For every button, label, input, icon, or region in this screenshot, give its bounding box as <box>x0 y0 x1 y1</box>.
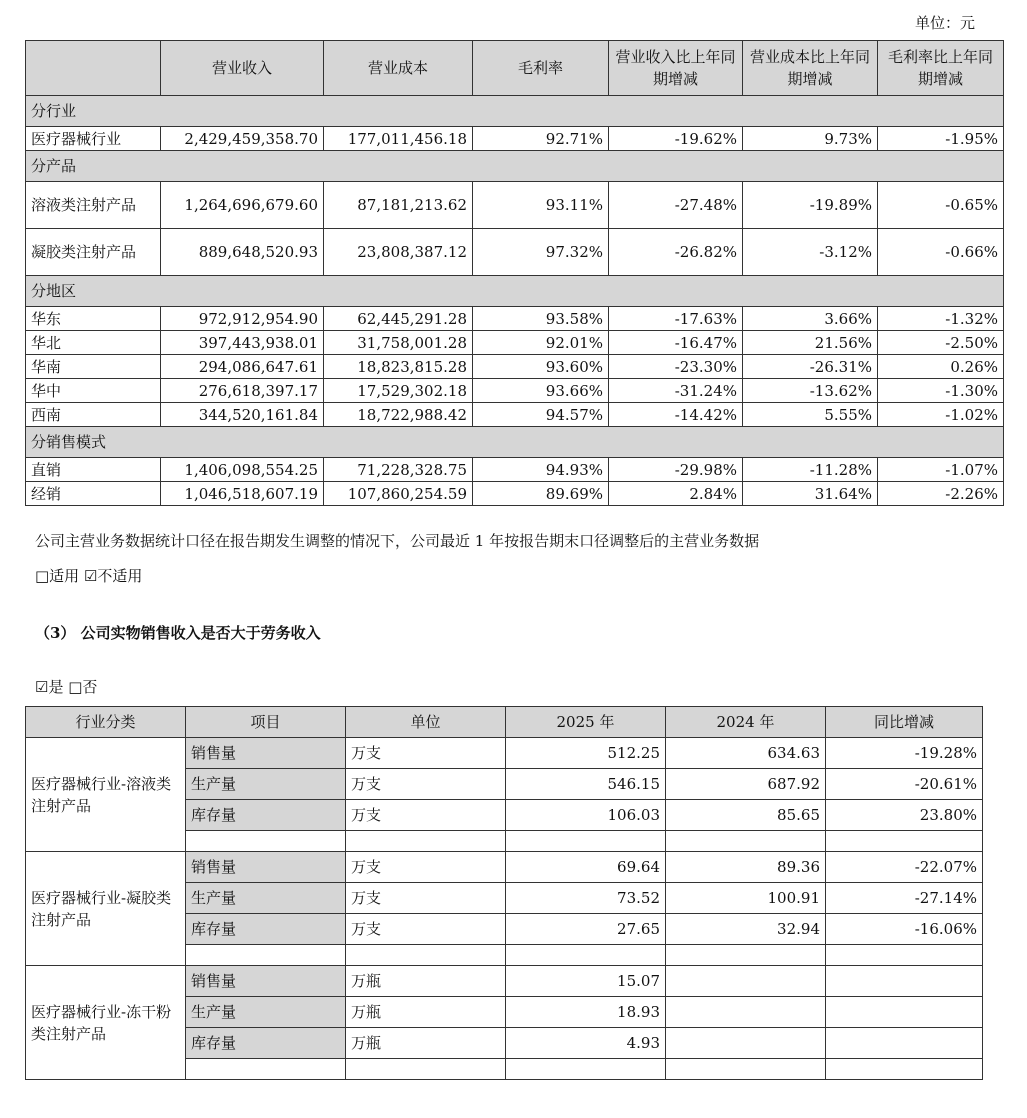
section-row <box>26 96 1004 127</box>
table-cell: -19.89% <box>743 182 878 229</box>
table-cell: -3.12% <box>743 229 878 276</box>
section-title: 分销售模式 <box>26 427 1004 458</box>
row-label: 西南 <box>26 403 161 427</box>
table-cell: -26.82% <box>609 229 743 276</box>
empty-cell <box>826 1059 983 1080</box>
row-label: 直销 <box>26 458 161 482</box>
empty-cell <box>666 831 826 852</box>
table-cell: 4.93 <box>506 1028 666 1059</box>
empty-cell <box>346 945 506 966</box>
table-cell: -31.24% <box>609 379 743 403</box>
column-header: 2024 年 <box>666 707 826 738</box>
table-cell: 31.64% <box>743 482 878 506</box>
table-cell: 23,808,387.12 <box>324 229 473 276</box>
table-cell: -27.48% <box>609 182 743 229</box>
empty-cell <box>186 1059 346 1080</box>
table-cell: 万支 <box>346 914 506 945</box>
table-row <box>26 127 1004 151</box>
empty-cell <box>186 831 346 852</box>
column-header: 营业成本比上年同期增减 <box>743 41 878 96</box>
table-cell: 97.32% <box>473 229 609 276</box>
main-business-table <box>25 40 1004 506</box>
item-cell: 生产量 <box>186 997 346 1028</box>
table-cell: -19.62% <box>609 127 743 151</box>
option-yes: ☑是 <box>35 678 64 696</box>
table-cell: 9.73% <box>743 127 878 151</box>
table-cell: 276,618,397.17 <box>161 379 324 403</box>
column-header: 毛利率 <box>473 41 609 96</box>
table-cell: -1.30% <box>878 379 1004 403</box>
table-cell: 万瓶 <box>346 997 506 1028</box>
table-cell <box>826 966 983 997</box>
table-cell: 3.66% <box>743 307 878 331</box>
category-cell: 医疗器械行业-冻干粉类注射产品 <box>26 966 186 1080</box>
option-no: □否 <box>68 678 98 696</box>
table-row <box>26 966 983 997</box>
table-cell: 92.71% <box>473 127 609 151</box>
table-cell: 107,860,254.59 <box>324 482 473 506</box>
empty-cell <box>666 1059 826 1080</box>
item-cell: 销售量 <box>186 966 346 997</box>
column-header: 营业收入 <box>161 41 324 96</box>
item-cell: 生产量 <box>186 769 346 800</box>
table-cell: 73.52 <box>506 883 666 914</box>
empty-cell <box>826 945 983 966</box>
table-cell: -16.06% <box>826 914 983 945</box>
table-cell: -20.61% <box>826 769 983 800</box>
note-adjusted-data: 公司主营业务数据统计口径在报告期发生调整的情况下，公司最近 1 年按报告期末口径调整后的主营业务数据 <box>35 532 760 550</box>
table-cell <box>666 997 826 1028</box>
table-row <box>26 331 1004 355</box>
table-cell: 93.58% <box>473 307 609 331</box>
table-row <box>26 458 1004 482</box>
table-cell <box>826 1028 983 1059</box>
empty-cell <box>506 1059 666 1080</box>
table-cell: 177,011,456.18 <box>324 127 473 151</box>
row-label: 经销 <box>26 482 161 506</box>
table-cell: 23.80% <box>826 800 983 831</box>
table-cell: 32.94 <box>666 914 826 945</box>
table-cell: -1.02% <box>878 403 1004 427</box>
table-cell: 92.01% <box>473 331 609 355</box>
item-cell: 库存量 <box>186 800 346 831</box>
table-cell <box>666 1028 826 1059</box>
table-row <box>26 738 983 769</box>
table-cell: 2,429,459,358.70 <box>161 127 324 151</box>
table-cell: -29.98% <box>609 458 743 482</box>
table-cell: -22.07% <box>826 852 983 883</box>
table-cell: 万瓶 <box>346 966 506 997</box>
item-cell: 销售量 <box>186 852 346 883</box>
row-label: 华东 <box>26 307 161 331</box>
item-cell: 库存量 <box>186 1028 346 1059</box>
row-label: 医疗器械行业 <box>26 127 161 151</box>
table-cell: -27.14% <box>826 883 983 914</box>
table-cell: -23.30% <box>609 355 743 379</box>
table-cell: 106.03 <box>506 800 666 831</box>
table-cell: -13.62% <box>743 379 878 403</box>
section-title: 分产品 <box>26 151 1004 182</box>
item-cell: 库存量 <box>186 914 346 945</box>
table-cell: -11.28% <box>743 458 878 482</box>
column-header: 项目 <box>186 707 346 738</box>
table-cell: 21.56% <box>743 331 878 355</box>
table-cell: 687.92 <box>666 769 826 800</box>
empty-cell <box>186 945 346 966</box>
table-cell <box>826 997 983 1028</box>
row-label: 溶液类注射产品 <box>26 182 161 229</box>
table-cell: 93.66% <box>473 379 609 403</box>
section-row <box>26 427 1004 458</box>
table-cell: 972,912,954.90 <box>161 307 324 331</box>
empty-cell <box>346 831 506 852</box>
item-cell: 销售量 <box>186 738 346 769</box>
section-title: 分行业 <box>26 96 1004 127</box>
table-cell: 0.26% <box>878 355 1004 379</box>
table-cell: -2.50% <box>878 331 1004 355</box>
table-cell: 万瓶 <box>346 1028 506 1059</box>
empty-cell <box>826 831 983 852</box>
table-cell: 18.93 <box>506 997 666 1028</box>
table-cell: 546.15 <box>506 769 666 800</box>
table-cell: 万支 <box>346 883 506 914</box>
column-header: 2025 年 <box>506 707 666 738</box>
table-cell: 512.25 <box>506 738 666 769</box>
column-header: 单位 <box>346 707 506 738</box>
table-cell: -1.07% <box>878 458 1004 482</box>
table-cell: 18,722,988.42 <box>324 403 473 427</box>
column-header: 毛利率比上年同期增减 <box>878 41 1004 96</box>
table-cell: -0.66% <box>878 229 1004 276</box>
section3-title: （3） 公司实物销售收入是否大于劳务收入 <box>35 624 321 642</box>
table-row <box>26 307 1004 331</box>
column-header: 同比增减 <box>826 707 983 738</box>
category-cell: 医疗器械行业-溶液类注射产品 <box>26 738 186 852</box>
table-cell: -1.32% <box>878 307 1004 331</box>
empty-cell <box>666 945 826 966</box>
table-cell: 31,758,001.28 <box>324 331 473 355</box>
table-cell: 89.36 <box>666 852 826 883</box>
table-cell: -0.65% <box>878 182 1004 229</box>
table-cell: 71,228,328.75 <box>324 458 473 482</box>
section3-options <box>35 676 97 697</box>
section-row <box>26 151 1004 182</box>
option-applicable: □适用 <box>35 567 80 585</box>
table-cell: -16.47% <box>609 331 743 355</box>
table-cell: 万支 <box>346 738 506 769</box>
table-cell: 1,406,098,554.25 <box>161 458 324 482</box>
option-not-applicable: ☑不适用 <box>83 567 143 585</box>
note-options <box>35 565 142 586</box>
table-cell: 15.07 <box>506 966 666 997</box>
table-row <box>26 482 1004 506</box>
row-label: 华南 <box>26 355 161 379</box>
table-cell: -19.28% <box>826 738 983 769</box>
table-row <box>26 182 1004 229</box>
table-cell: -14.42% <box>609 403 743 427</box>
section-title: 分地区 <box>26 276 1004 307</box>
section-row <box>26 276 1004 307</box>
table-cell: 100.91 <box>666 883 826 914</box>
table-row <box>26 852 983 883</box>
row-label: 华中 <box>26 379 161 403</box>
table-cell: -1.95% <box>878 127 1004 151</box>
table-row <box>26 229 1004 276</box>
table-cell: 634.63 <box>666 738 826 769</box>
table-cell: 294,086,647.61 <box>161 355 324 379</box>
table-cell: 27.65 <box>506 914 666 945</box>
table-cell <box>666 966 826 997</box>
table-cell: 87,181,213.62 <box>324 182 473 229</box>
empty-cell <box>506 831 666 852</box>
table-cell: -17.63% <box>609 307 743 331</box>
table-cell: 889,648,520.93 <box>161 229 324 276</box>
row-label: 凝胶类注射产品 <box>26 229 161 276</box>
table-cell: -26.31% <box>743 355 878 379</box>
table-cell: 344,520,161.84 <box>161 403 324 427</box>
item-cell: 生产量 <box>186 883 346 914</box>
empty-cell <box>506 945 666 966</box>
table-cell: 397,443,938.01 <box>161 331 324 355</box>
table-cell: 1,264,696,679.60 <box>161 182 324 229</box>
table-cell: -2.26% <box>878 482 1004 506</box>
column-header <box>26 41 161 96</box>
table-cell: 2.84% <box>609 482 743 506</box>
table-cell: 94.93% <box>473 458 609 482</box>
table-cell: 万支 <box>346 852 506 883</box>
table-cell: 5.55% <box>743 403 878 427</box>
row-label: 华北 <box>26 331 161 355</box>
table-cell: 89.69% <box>473 482 609 506</box>
table-cell: 93.60% <box>473 355 609 379</box>
column-header: 行业分类 <box>26 707 186 738</box>
column-header: 营业成本 <box>324 41 473 96</box>
table-cell: 94.57% <box>473 403 609 427</box>
table-cell: 85.65 <box>666 800 826 831</box>
category-cell: 医疗器械行业-凝胶类注射产品 <box>26 852 186 966</box>
table-row <box>26 403 1004 427</box>
table-row <box>26 379 1004 403</box>
table-cell: 1,046,518,607.19 <box>161 482 324 506</box>
production-sales-table <box>25 706 983 1080</box>
table-cell: 万支 <box>346 769 506 800</box>
table-row <box>26 355 1004 379</box>
table-cell: 17,529,302.18 <box>324 379 473 403</box>
column-header: 营业收入比上年同期增减 <box>609 41 743 96</box>
table-cell: 69.64 <box>506 852 666 883</box>
table-cell: 62,445,291.28 <box>324 307 473 331</box>
empty-cell <box>346 1059 506 1080</box>
table-cell: 18,823,815.28 <box>324 355 473 379</box>
table-cell: 万支 <box>346 800 506 831</box>
table-cell: 93.11% <box>473 182 609 229</box>
unit-label: 单位：元 <box>914 14 975 32</box>
